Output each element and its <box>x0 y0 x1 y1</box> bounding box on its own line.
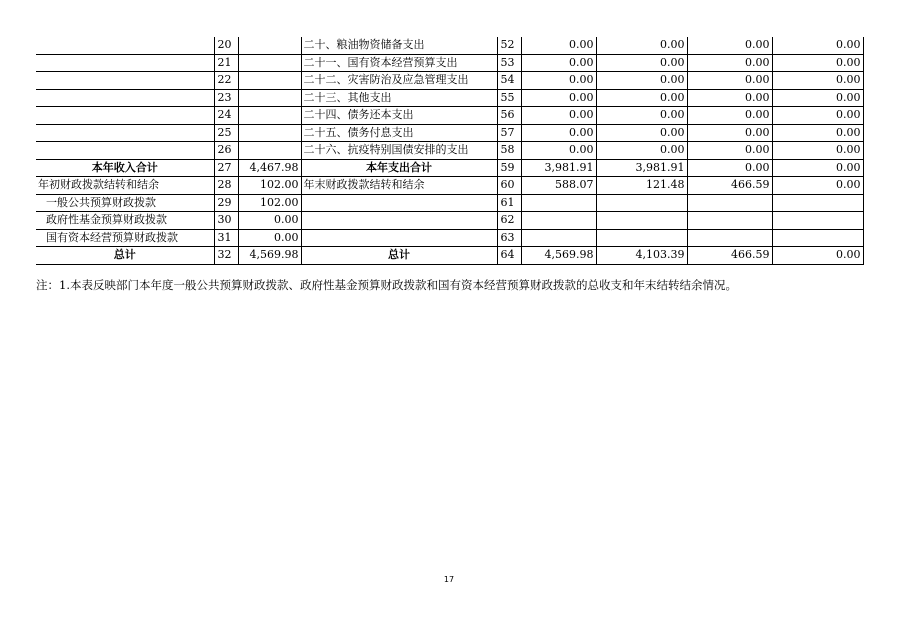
expense-row-number-cell: 55 <box>497 89 521 107</box>
income-amount-cell: 4,569.98 <box>238 247 301 265</box>
government-fund-cell: 0.00 <box>687 37 772 54</box>
expense-row-number-cell: 57 <box>497 124 521 142</box>
income-amount-cell <box>238 37 301 54</box>
general-budget-cell: 3,981.91 <box>596 159 687 177</box>
income-amount-cell <box>238 54 301 72</box>
expense-item-cell <box>301 212 497 230</box>
expense-item-cell: 二十五、债务付息支出 <box>301 124 497 142</box>
income-amount-cell: 0.00 <box>238 229 301 247</box>
income-amount-cell <box>238 72 301 90</box>
table-row <box>36 54 863 72</box>
expense-item-cell: 二十二、灾害防治及应急管理支出 <box>301 72 497 90</box>
state-capital-cell: 0.00 <box>772 247 863 265</box>
income-amount-cell <box>238 89 301 107</box>
government-fund-cell: 466.59 <box>687 247 772 265</box>
expense-total-cell: 0.00 <box>521 142 596 160</box>
government-fund-cell: 0.00 <box>687 89 772 107</box>
table-row <box>36 37 863 54</box>
income-row-number-cell: 21 <box>214 54 238 72</box>
expense-item-cell: 二十六、抗疫特别国债安排的支出 <box>301 142 497 160</box>
income-item-cell: 政府性基金预算财政拨款 <box>36 212 214 230</box>
table-row <box>36 247 863 265</box>
general-budget-cell: 0.00 <box>596 37 687 54</box>
state-capital-cell: 0.00 <box>772 107 863 125</box>
government-fund-cell <box>687 229 772 247</box>
expense-total-cell: 0.00 <box>521 107 596 125</box>
general-budget-cell <box>596 212 687 230</box>
income-item-cell: 国有资本经营预算财政拨款 <box>36 229 214 247</box>
financial-appropriation-table <box>36 37 864 265</box>
income-row-number-cell: 20 <box>214 37 238 54</box>
expense-item-cell <box>301 229 497 247</box>
expense-item-cell: 年末财政拨款结转和结余 <box>301 177 497 195</box>
income-amount-cell: 102.00 <box>238 194 301 212</box>
general-budget-cell: 121.48 <box>596 177 687 195</box>
income-amount-cell <box>238 124 301 142</box>
income-item-cell <box>36 89 214 107</box>
table-row <box>36 194 863 212</box>
expense-row-number-cell: 53 <box>497 54 521 72</box>
general-budget-cell: 0.00 <box>596 142 687 160</box>
table-row <box>36 72 863 90</box>
government-fund-cell: 0.00 <box>687 54 772 72</box>
expense-item-cell: 本年支出合计 <box>301 159 497 177</box>
expense-row-number-cell: 59 <box>497 159 521 177</box>
table-row <box>36 177 863 195</box>
government-fund-cell: 0.00 <box>687 124 772 142</box>
government-fund-cell: 0.00 <box>687 142 772 160</box>
expense-item-cell: 二十四、债务还本支出 <box>301 107 497 125</box>
expense-total-cell: 3,981.91 <box>521 159 596 177</box>
general-budget-cell <box>596 194 687 212</box>
income-item-cell: 总计 <box>36 247 214 265</box>
expense-row-number-cell: 56 <box>497 107 521 125</box>
expense-row-number-cell: 52 <box>497 37 521 54</box>
income-amount-cell <box>238 107 301 125</box>
income-item-cell <box>36 37 214 54</box>
state-capital-cell: 0.00 <box>772 142 863 160</box>
table-row <box>36 212 863 230</box>
expense-total-cell: 0.00 <box>521 72 596 90</box>
government-fund-cell: 466.59 <box>687 177 772 195</box>
general-budget-cell <box>596 229 687 247</box>
table-row <box>36 229 863 247</box>
income-item-cell <box>36 54 214 72</box>
expense-total-cell: 0.00 <box>521 89 596 107</box>
expense-item-cell: 二十一、国有资本经营预算支出 <box>301 54 497 72</box>
income-row-number-cell: 26 <box>214 142 238 160</box>
expense-item-cell: 总计 <box>301 247 497 265</box>
state-capital-cell: 0.00 <box>772 54 863 72</box>
income-row-number-cell: 29 <box>214 194 238 212</box>
expense-item-cell: 二十三、其他支出 <box>301 89 497 107</box>
income-item-cell: 一般公共预算财政拨款 <box>36 194 214 212</box>
table-row <box>36 159 863 177</box>
expense-item-cell: 二十、粮油物资储备支出 <box>301 37 497 54</box>
income-item-cell <box>36 72 214 90</box>
income-item-cell: 年初财政拨款结转和结余 <box>36 177 214 195</box>
income-amount-cell <box>238 142 301 160</box>
income-item-cell <box>36 107 214 125</box>
expense-total-cell <box>521 212 596 230</box>
expense-total-cell: 0.00 <box>521 54 596 72</box>
state-capital-cell: 0.00 <box>772 177 863 195</box>
expense-row-number-cell: 61 <box>497 194 521 212</box>
income-row-number-cell: 25 <box>214 124 238 142</box>
general-budget-cell: 0.00 <box>596 124 687 142</box>
general-budget-cell: 0.00 <box>596 72 687 90</box>
table-row <box>36 124 863 142</box>
income-row-number-cell: 22 <box>214 72 238 90</box>
table-footnote: 注：1.本表反映部门本年度一般公共预算财政拨款、政府性基金预算财政拨款和国有资本经营预算财政拨款的总收支和年末结转结余情况。 <box>36 278 737 292</box>
state-capital-cell: 0.00 <box>772 37 863 54</box>
state-capital-cell <box>772 194 863 212</box>
government-fund-cell <box>687 194 772 212</box>
government-fund-cell: 0.00 <box>687 159 772 177</box>
income-row-number-cell: 24 <box>214 107 238 125</box>
income-row-number-cell: 30 <box>214 212 238 230</box>
state-capital-cell: 0.00 <box>772 159 863 177</box>
income-row-number-cell: 31 <box>214 229 238 247</box>
government-fund-cell: 0.00 <box>687 72 772 90</box>
income-row-number-cell: 23 <box>214 89 238 107</box>
expense-item-cell <box>301 194 497 212</box>
income-amount-cell: 102.00 <box>238 177 301 195</box>
state-capital-cell: 0.00 <box>772 89 863 107</box>
general-budget-cell: 4,103.39 <box>596 247 687 265</box>
expense-total-cell <box>521 229 596 247</box>
expense-total-cell: 0.00 <box>521 37 596 54</box>
table-row <box>36 107 863 125</box>
government-fund-cell: 0.00 <box>687 107 772 125</box>
expense-row-number-cell: 63 <box>497 229 521 247</box>
general-budget-cell: 0.00 <box>596 54 687 72</box>
expense-total-cell <box>521 194 596 212</box>
general-budget-cell: 0.00 <box>596 89 687 107</box>
expense-total-cell: 588.07 <box>521 177 596 195</box>
expense-row-number-cell: 64 <box>497 247 521 265</box>
state-capital-cell <box>772 229 863 247</box>
expense-total-cell: 4,569.98 <box>521 247 596 265</box>
expense-total-cell: 0.00 <box>521 124 596 142</box>
expense-row-number-cell: 58 <box>497 142 521 160</box>
income-amount-cell: 4,467.98 <box>238 159 301 177</box>
income-row-number-cell: 28 <box>214 177 238 195</box>
income-item-cell <box>36 124 214 142</box>
table-row <box>36 89 863 107</box>
expense-row-number-cell: 60 <box>497 177 521 195</box>
state-capital-cell: 0.00 <box>772 124 863 142</box>
government-fund-cell <box>687 212 772 230</box>
general-budget-cell: 0.00 <box>596 107 687 125</box>
income-row-number-cell: 32 <box>214 247 238 265</box>
state-capital-cell <box>772 212 863 230</box>
income-row-number-cell: 27 <box>214 159 238 177</box>
income-item-cell: 本年收入合计 <box>36 159 214 177</box>
page-number: 17 <box>443 575 455 584</box>
expense-row-number-cell: 62 <box>497 212 521 230</box>
expense-row-number-cell: 54 <box>497 72 521 90</box>
table-row <box>36 142 863 160</box>
state-capital-cell: 0.00 <box>772 72 863 90</box>
income-item-cell <box>36 142 214 160</box>
income-amount-cell: 0.00 <box>238 212 301 230</box>
